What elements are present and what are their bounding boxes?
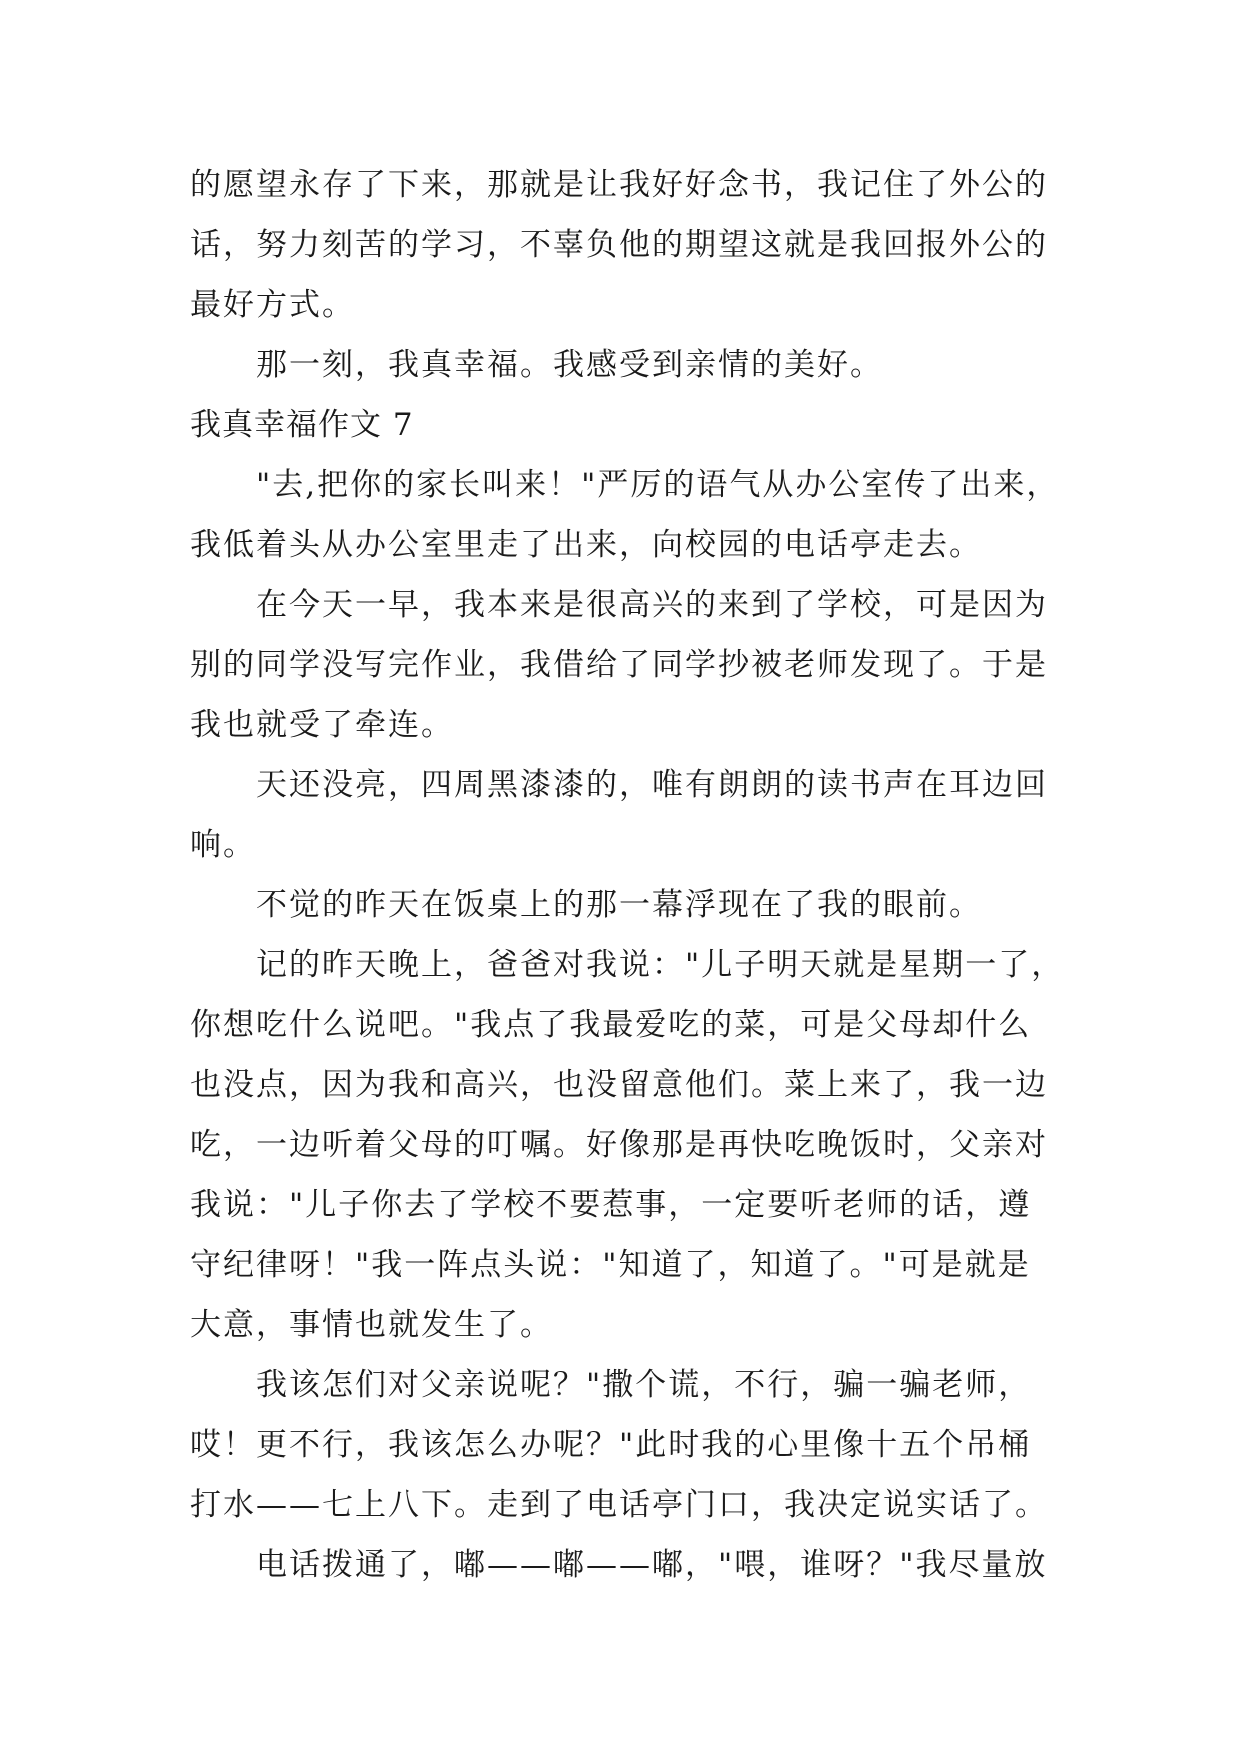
- text-line: 打水——七上八下。走到了电话亭门口，我决定说实话了。: [190, 1487, 1048, 1523]
- essay-body: [190, 155, 1070, 1595]
- text-line: 我说："儿子你去了学校不要惹事，一定要听老师的话，遵: [190, 1187, 1032, 1223]
- paragraph-line: 我该怎们对父亲说呢？"撒个谎，不行，骗一骗老师，: [256, 1367, 1032, 1403]
- section-heading: 我真幸福作文 7: [190, 407, 414, 443]
- text-line: 的愿望永存了下来，那就是让我好好念书，我记住了外公的: [190, 167, 1048, 203]
- text-line: 我也就受了牵连。: [190, 707, 454, 743]
- text-line: 守纪律呀！"我一阵点头说："知道了，知道了。"可是就是: [190, 1247, 1031, 1283]
- paragraph-line: 不觉的昨天在饭桌上的那一幕浮现在了我的眼前。: [256, 887, 982, 923]
- text-line: 大意，事情也就发生了。: [190, 1307, 553, 1343]
- text-line: 响。: [190, 827, 256, 863]
- paragraph-line: 记的昨天晚上，爸爸对我说："儿子明天就是星期一了，: [256, 947, 1065, 983]
- text-line: 话，努力刻苦的学习，不辜负他的期望这就是我回报外公的: [190, 227, 1048, 263]
- text-line: 哎！更不行，我该怎么办呢？"此时我的心里像十五个吊桶: [190, 1427, 1032, 1463]
- text-line: 你想吃什么说吧。"我点了我最爱吃的菜，可是父母却什么: [190, 1007, 1032, 1043]
- text-line: 吃，一边听着父母的叮嘱。好像那是再快吃晚饭时，父亲对: [190, 1127, 1048, 1163]
- text-line: 别的同学没写完作业，我借给了同学抄被老师发现了。于是: [190, 647, 1048, 683]
- paragraph-line: 电话拨通了，嘟——嘟——嘟，"喂，谁呀？"我尽量放: [256, 1547, 1048, 1583]
- paragraph-line: 在今天一早，我本来是很高兴的来到了学校，可是因为: [256, 587, 1048, 623]
- text-line: 也没点，因为我和高兴，也没留意他们。菜上来了，我一边: [190, 1067, 1048, 1103]
- paragraph-line: "去,把你的家长叫来！"严厉的语气从办公室传了出来，: [256, 467, 1060, 503]
- text-line: 我低着头从办公室里走了出来，向校园的电话亭走去。: [190, 527, 982, 563]
- paragraph-line: 那一刻，我真幸福。我感受到亲情的美好。: [256, 347, 883, 383]
- paragraph-line: 天还没亮，四周黑漆漆的，唯有朗朗的读书声在耳边回: [256, 767, 1048, 803]
- text-line: 最好方式。: [190, 287, 355, 323]
